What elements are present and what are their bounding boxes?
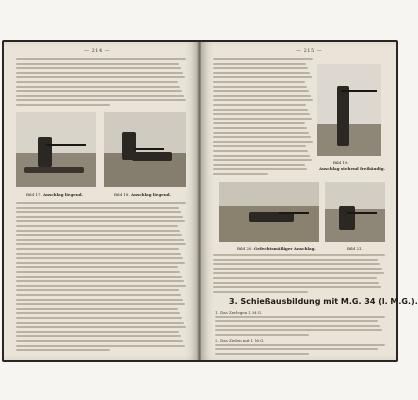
photo-fig18 [104, 112, 186, 187]
text-line [213, 86, 307, 88]
text-line [213, 272, 384, 274]
text-line [213, 122, 305, 124]
text-line [215, 325, 380, 327]
text-line [16, 299, 183, 301]
photo-fig19 [317, 64, 381, 156]
text-line [215, 344, 385, 346]
text-line [16, 335, 181, 337]
text-line [213, 277, 377, 279]
text-line [16, 322, 184, 324]
text-line [16, 95, 184, 97]
text-line [213, 118, 312, 120]
text-line [213, 268, 382, 270]
text-line [16, 86, 180, 88]
text-line [16, 331, 179, 333]
text-line [213, 164, 305, 166]
text-line [213, 113, 310, 115]
text-line [16, 243, 186, 245]
text-line [16, 303, 185, 305]
text-line [213, 95, 311, 97]
text-line [16, 312, 180, 314]
right-page-number: — 215 — [296, 48, 323, 54]
text-line [16, 280, 184, 282]
text-line [16, 76, 185, 78]
text-line [213, 104, 306, 106]
text-line [16, 253, 181, 255]
text-line [16, 220, 185, 222]
caption-fig21: Bild 21. [347, 246, 363, 251]
text-line [16, 239, 184, 241]
text-line [16, 90, 182, 92]
text-line [213, 159, 312, 161]
text-line [16, 317, 182, 319]
text-line [16, 294, 181, 296]
text-line [16, 81, 178, 83]
text-line [16, 72, 183, 74]
text-line [213, 141, 313, 143]
photo-fig17 [16, 112, 96, 187]
text-line [16, 225, 178, 227]
text-line [16, 262, 185, 264]
photo-fig21 [325, 182, 385, 242]
left-page-number: — 214 — [84, 48, 111, 54]
photo-fig20 [219, 182, 319, 242]
text-line [213, 263, 380, 265]
subsection-2: 2. Das Zielen mit l. M.G. [215, 338, 265, 343]
text-line [213, 254, 385, 256]
text-line [213, 150, 308, 152]
text-line [213, 136, 311, 138]
text-line [213, 145, 306, 147]
text-line [16, 285, 186, 287]
text-line [213, 72, 310, 74]
text-line [16, 202, 186, 204]
text-line [16, 234, 182, 236]
text-line [16, 289, 179, 291]
text-line [213, 127, 307, 129]
text-line [16, 104, 110, 106]
text-line [16, 340, 183, 342]
text-line [213, 155, 310, 157]
open-book [2, 40, 418, 362]
text-line [213, 63, 306, 65]
text-line [213, 282, 379, 284]
text-line [215, 316, 385, 318]
text-line [16, 257, 183, 259]
text-line [16, 308, 178, 310]
caption-fig17: Bild 17. Anschlag liegend. [26, 192, 83, 197]
text-line [213, 90, 309, 92]
text-line [16, 58, 186, 60]
text-line [213, 173, 268, 175]
left-page [4, 42, 198, 360]
text-line [213, 291, 308, 293]
text-line [16, 216, 183, 218]
text-line [213, 76, 312, 78]
text-line [213, 99, 313, 101]
caption-fig20: Bild 20. Gefechtsmäßiger Anschlag. [237, 246, 316, 251]
text-line [213, 67, 308, 69]
text-line [213, 109, 308, 111]
text-line [16, 271, 180, 273]
text-line [215, 320, 378, 322]
text-line [213, 132, 309, 134]
subsection-1: 1. Das Zerlegen l. M.G. [215, 310, 262, 315]
text-line [16, 99, 186, 101]
text-line [213, 58, 313, 60]
text-line [215, 329, 382, 331]
text-line [215, 348, 378, 350]
text-line [16, 276, 182, 278]
text-line [16, 211, 181, 213]
text-line [16, 67, 181, 69]
text-line [215, 353, 309, 355]
text-line [16, 266, 178, 268]
text-line [16, 345, 185, 347]
caption-fig18: Bild 18. Anschlag liegend. [114, 192, 171, 197]
text-line [16, 230, 180, 232]
text-line [16, 349, 110, 351]
text-line [213, 259, 378, 261]
text-line [213, 168, 307, 170]
section-heading: 3. Schießausbildung mit M.G. 34 (l. M.G.). [229, 297, 418, 306]
text-line [16, 326, 186, 328]
caption-fig19-label: Anschlag stehend freihändig. [319, 166, 385, 171]
right-page [201, 42, 418, 360]
text-line [213, 81, 305, 83]
caption-fig19: Bild 19. [333, 160, 349, 165]
text-line [16, 248, 179, 250]
text-line [215, 334, 309, 336]
text-line [16, 63, 179, 65]
text-line [213, 286, 381, 288]
text-line [16, 207, 179, 209]
